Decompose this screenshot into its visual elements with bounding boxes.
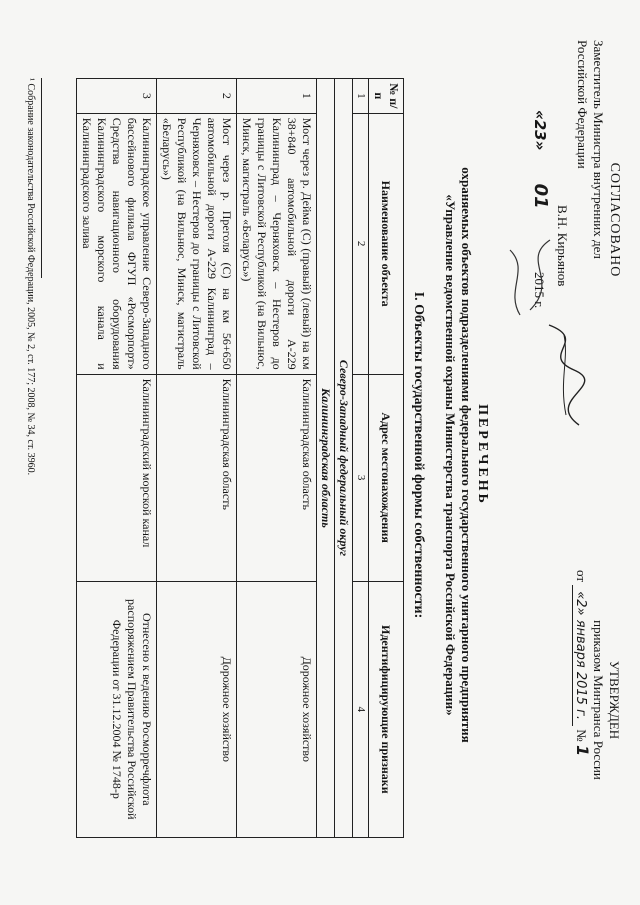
approval-line: приказом Минтранса России xyxy=(591,620,606,780)
approval-date-line xyxy=(572,530,590,870)
header-name: Наименование объекта xyxy=(369,113,404,374)
district-label: Северо-Западный федеральный округ xyxy=(335,79,353,838)
district-row xyxy=(335,79,353,838)
approval-date: «2» января 2015 г. xyxy=(572,585,588,726)
header-address: Адрес местонахождения xyxy=(369,374,404,581)
heading-line-2: «Управление ведомственной охраны Министерства транспорта Российской Федерации» xyxy=(443,194,458,716)
stamp-mark xyxy=(500,230,560,320)
column-number: 1 xyxy=(353,79,369,114)
region-label: Калининградская область xyxy=(317,79,335,838)
footnote: ¹ Собрание законодательства Российской Федерации, 2005, № 2, ст. 177; 2008, № 34, ст. 3960. xyxy=(25,78,36,476)
approval-block xyxy=(572,530,622,870)
approval-number-prefix: № xyxy=(574,729,589,742)
agreement-signer: В.Н. Кирьянов xyxy=(555,205,570,287)
row-object-name: Мост через р. Дейма (С) (правый) (левый) на км 38+840 автомобильной дороги А-229 Калининград – Черняховск – Нестеров до границы с Литовской Республикой (на Вильнюс, Минск, магистраль «Беларусь») xyxy=(237,113,317,374)
column-number-row xyxy=(353,79,369,838)
approval-date-prefix: от xyxy=(574,570,589,583)
table-row xyxy=(157,79,237,838)
footnote-divider xyxy=(41,78,42,278)
signature-scribble xyxy=(534,320,594,430)
document-heading xyxy=(442,95,490,815)
heading-line-1: охраняемых объектов подразделениями федерального государственного унитарного предприятия xyxy=(459,167,474,743)
row-number: 3 xyxy=(77,79,157,114)
objects-table xyxy=(76,78,404,838)
agreement-date-month: 01 xyxy=(530,183,551,209)
row-object-name: Мост через р. Преголя (С) на км 56+650 автомобильной дороги А-229 Калининград – Черняховск – Нестеров до границы с Литовской Республикой (на Вильнюс, Минск, магистраль «Беларусь») xyxy=(157,113,237,374)
header-number: № п/п xyxy=(369,79,404,114)
table-header-row xyxy=(369,79,404,838)
section-title: I. Объекты государственной формы собственности: xyxy=(411,291,426,619)
row-attributes: Дорожное хозяйство xyxy=(237,581,317,837)
region-row xyxy=(317,79,335,838)
agreement-line-1: Заместитель Министра внутренних дел xyxy=(591,40,606,259)
row-address: Калининградский морской канал xyxy=(77,374,157,581)
column-number: 4 xyxy=(353,581,369,837)
approval-number: 1 xyxy=(573,744,592,757)
column-number: 2 xyxy=(353,113,369,374)
row-number: 2 xyxy=(157,79,237,114)
row-address: Калининградская область xyxy=(157,374,237,581)
row-attributes: Дорожное хозяйство xyxy=(157,581,237,837)
agreement-title: СОГЛАСОВАНО xyxy=(607,162,622,278)
heading-word: ПЕРЕЧЕНЬ xyxy=(475,404,490,506)
row-object-name: Калининградское управление Северо-Западного бассейнового филиала ФГУП «Росморпорт» Средства навигационного оборудования Калининградского морского канала и Калининградского залива xyxy=(77,113,157,374)
row-number: 1 xyxy=(237,79,317,114)
column-number: 3 xyxy=(353,374,369,581)
agreement-date-day: «23» xyxy=(531,110,549,151)
approval-title: УТВЕРЖДЕН xyxy=(607,660,622,740)
agreement-line-2: Российской Федерации xyxy=(575,40,590,169)
header-attributes: Идентифицирующие признаки xyxy=(369,581,404,837)
row-attributes: Отнесено к ведению Росморречфлота распоряжением Правительства Российской Федерации от 31.12.2004 № 1748-р xyxy=(77,581,157,837)
table-row xyxy=(237,79,317,838)
agreement-date-year: 2015 г. xyxy=(532,271,547,309)
row-address: Калининградская область xyxy=(237,374,317,581)
table-row xyxy=(77,79,157,838)
